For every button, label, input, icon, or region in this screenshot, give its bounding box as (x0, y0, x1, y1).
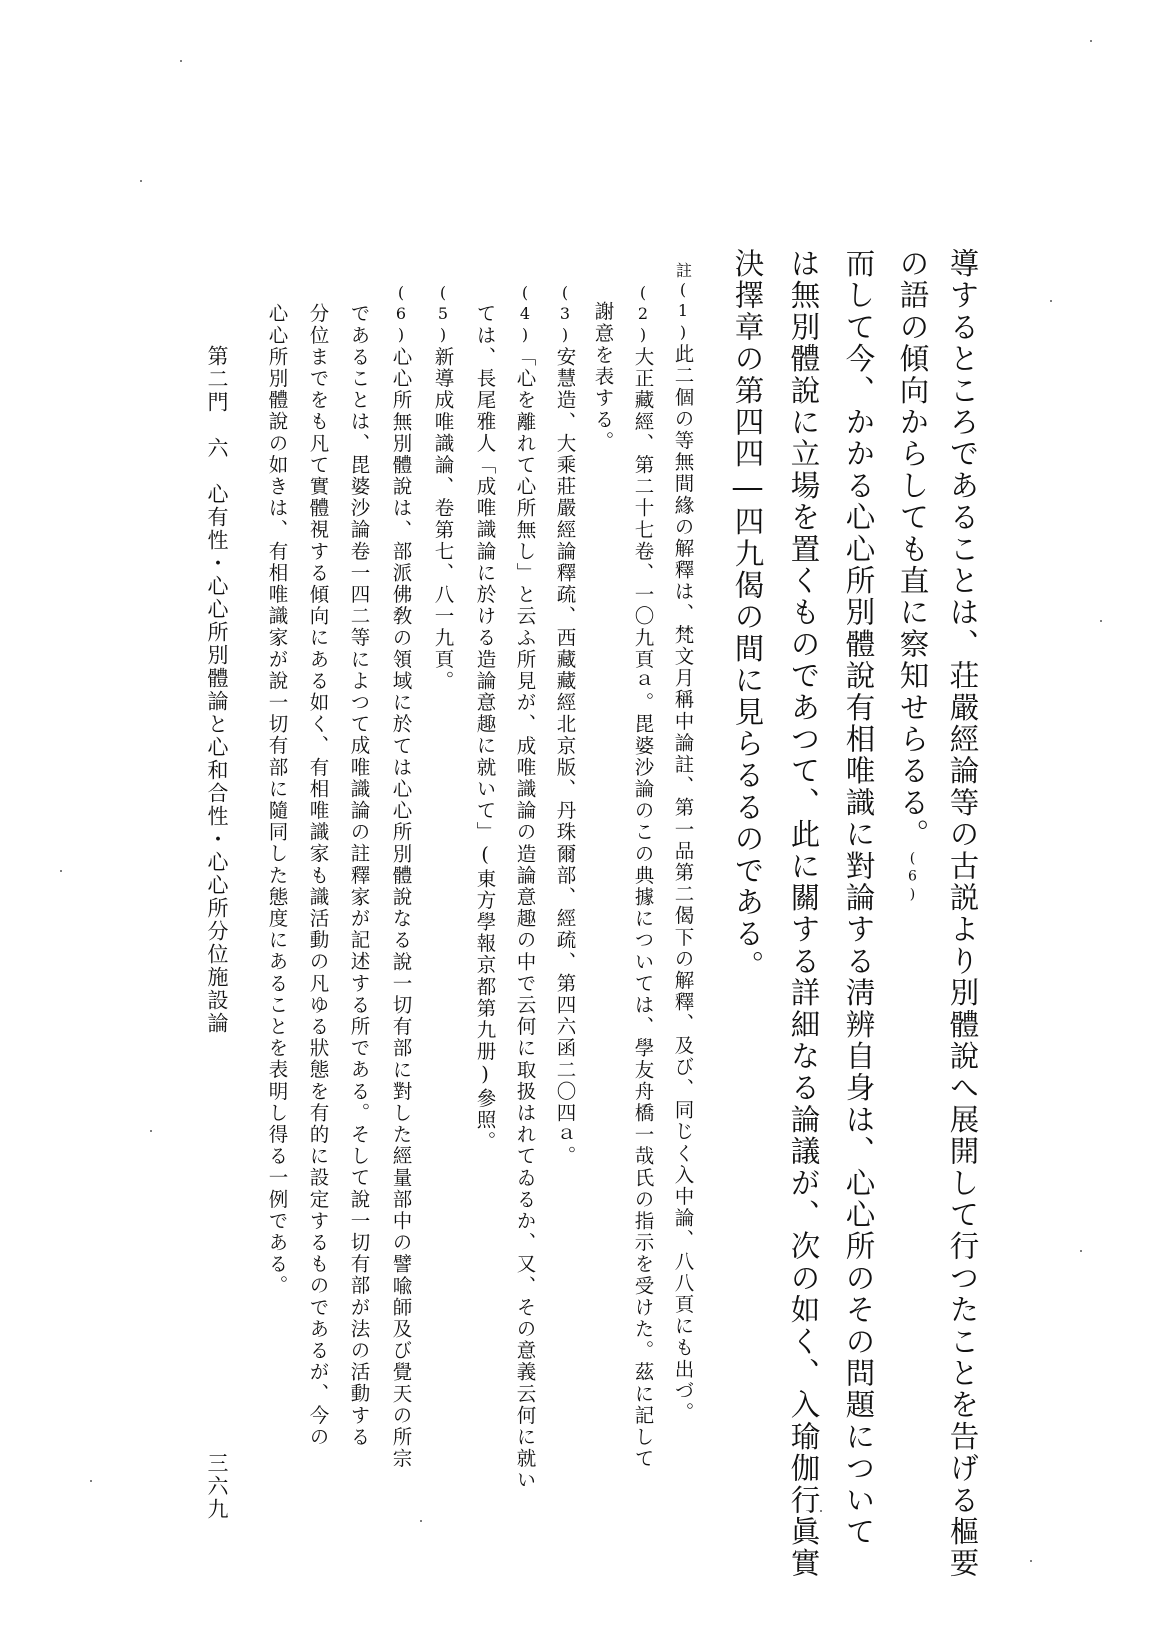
scan-speck (1080, 1250, 1082, 1252)
main-text-column-2 (895, 248, 930, 905)
note-6-cont-2: 分位までをも凡て實體視する傾向にある如く、有相唯識家も識活動の凡ゆる狀態を有的に設定するものであるが、今の (306, 303, 330, 1448)
scan-speck (1100, 620, 1102, 622)
note-4 (515, 283, 535, 1491)
note-6-cont-3: 心心所別體說の如きは、有相唯識家が說一切有部に隨同した態度にあることを表明し得る一例である。 (265, 303, 289, 1297)
note-6-text: 心心所無別體說は、部派佛敎の領域に於ては心心所別體說なる說一切有部に對した經量部中の譬喩師及び覺天の所宗 (389, 346, 413, 1470)
scan-speck (60, 870, 62, 872)
scan-speck (180, 60, 182, 62)
note-2 (633, 283, 653, 1470)
scan-speck (420, 1520, 422, 1522)
note-5-text: 新導成唯識論、卷第七、八一九頁。 (431, 346, 455, 692)
note-4-number: (4) (515, 283, 535, 347)
note-1-text: 此二個の等無間緣の解釋は、梵文月稱中論註、第一品第二偈下の解釋、及び、同じく入中論、八八頁にも出づ。 (671, 343, 695, 1424)
note-5-number: (5) (433, 283, 453, 347)
scan-speck (140, 180, 142, 182)
note-3-number: (3) (555, 283, 575, 347)
scan-speck (90, 1480, 92, 1482)
scan-speck (150, 1130, 152, 1132)
main-text-column-5: 決擇章の第四四―四九偈の間に見らるるのである。 (730, 248, 765, 982)
note-1-number: 註(1) (673, 262, 693, 344)
scan-speck (1090, 40, 1092, 42)
note-4-text: 「心を離れて心所無し」と云ふ所見が、成唯識論の造論意趣の中で云何に取扱はれてゐるか、又、その意義云何に就い (513, 346, 537, 1492)
note-6-number: (6) (391, 283, 411, 347)
main-text-column-2-text: の語の傾向からしても直に察知せらるる。 (895, 248, 930, 851)
note-2-number: (2) (633, 283, 653, 347)
main-text-column-1: 導するところであることは、荘嚴經論等の古説より別體說へ展開して行つたことを告げる樞要 (945, 248, 980, 1580)
note-2-cont: 謝意を表する。 (591, 301, 615, 453)
footnote-ref-6: (6) (904, 850, 921, 905)
page-number: 三六九 (205, 1452, 229, 1521)
main-text-column-3: 而して今、かかる心心所別體說有相唯識に對論する淸辨自身は、心心所のその問題について (841, 248, 876, 1548)
running-chapter-title: 第二門 六 心有性・心心所別體論と心和合性・心心所分位施設論 (205, 345, 229, 1035)
main-text-column-4: は無別體說に立場を置くものであつて、此に關する詳細なる論議が、次の如く、入瑜伽行眞實 (786, 248, 821, 1580)
note-2-text: 大正藏經、第二十七卷、一〇九頁ａ。毘婆沙論のこの典據については、學友舟橋一哉氏の指示を受けた。茲に記して (631, 346, 655, 1470)
note-3 (555, 283, 575, 1167)
note-1 (673, 262, 693, 1423)
note-6 (391, 283, 411, 1470)
note-4-cont: ては、長尾雅人「成唯識論に於ける造論意趣に就いて」(東方學報京都第九册)參照。 (473, 303, 497, 1153)
scan-speck (820, 1510, 822, 1512)
scan-speck (1050, 300, 1052, 302)
note-5 (433, 283, 453, 692)
note-6-cont-1: であることは、毘婆沙論卷一四二等によつて成唯識論の註釋家が記述する所である。そして說一切有部が法の活動する (347, 303, 371, 1448)
scan-speck (1030, 1560, 1032, 1562)
note-3-text: 安慧造、大乘莊嚴經論釋疏、西藏藏經北京版、丹珠爾部、經疏、第四六函二〇四ａ。 (553, 346, 577, 1168)
